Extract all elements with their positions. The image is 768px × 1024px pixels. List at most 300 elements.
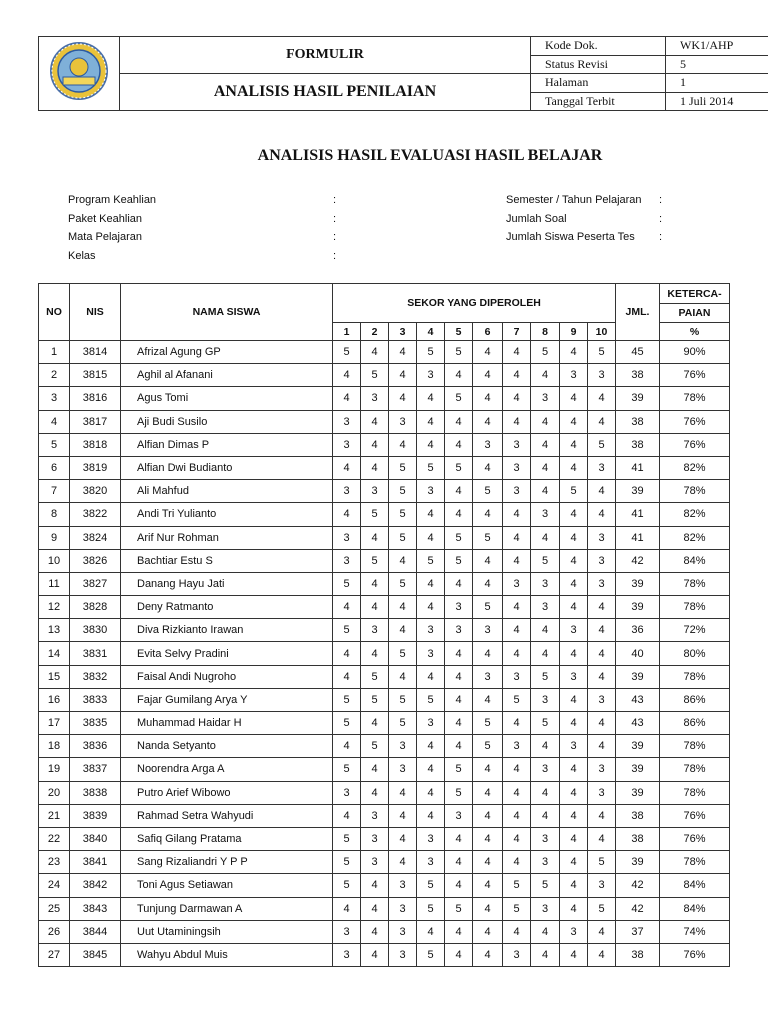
row-score: 4	[473, 920, 503, 943]
row-score: 3	[389, 874, 417, 897]
row-student-name: Wahyu Abdul Muis	[121, 943, 333, 966]
row-score: 4	[389, 665, 417, 688]
table-row	[39, 572, 730, 595]
row-score: 4	[531, 456, 560, 479]
row-score: 4	[445, 433, 473, 456]
table-row	[39, 526, 730, 549]
row-score: 4	[445, 712, 473, 735]
row-score: 4	[389, 596, 417, 619]
row-nis: 3830	[70, 619, 121, 642]
row-score: 4	[417, 596, 445, 619]
row-score: 3	[588, 549, 616, 572]
score-number-header: 2	[361, 323, 389, 341]
row-score: 4	[473, 642, 503, 665]
row-student-name: Arif Nur Rohman	[121, 526, 333, 549]
row-score: 4	[588, 665, 616, 688]
row-score: 4	[361, 433, 389, 456]
row-student-name: Tunjung Darmawan A	[121, 897, 333, 920]
row-no: 14	[39, 642, 70, 665]
row-score: 4	[361, 341, 389, 364]
row-total: 39	[616, 665, 660, 688]
row-score: 4	[560, 712, 588, 735]
row-score: 3	[417, 712, 445, 735]
row-nis: 3815	[70, 364, 121, 387]
row-percent: 78%	[660, 387, 730, 410]
row-score: 5	[389, 712, 417, 735]
row-score: 3	[361, 387, 389, 410]
row-percent: 72%	[660, 619, 730, 642]
row-score: 4	[389, 364, 417, 387]
row-nis: 3835	[70, 712, 121, 735]
row-score: 5	[445, 341, 473, 364]
row-total: 40	[616, 642, 660, 665]
table-row	[39, 804, 730, 827]
row-student-name: Rahmad Setra Wahyudi	[121, 804, 333, 827]
row-score: 4	[503, 712, 531, 735]
row-score: 4	[445, 920, 473, 943]
col-no-header: NO	[39, 284, 70, 341]
row-score: 4	[588, 712, 616, 735]
row-score: 5	[361, 735, 389, 758]
row-score: 4	[445, 943, 473, 966]
row-score: 3	[531, 503, 560, 526]
row-score: 5	[389, 526, 417, 549]
row-no: 25	[39, 897, 70, 920]
row-score: 5	[333, 712, 361, 735]
row-no: 5	[39, 433, 70, 456]
col-mastery-percent: %	[660, 323, 730, 341]
info-label: Paket Keahlian	[68, 212, 142, 225]
row-score: 5	[473, 526, 503, 549]
meta-value: 5	[666, 55, 768, 74]
row-student-name: Diva Rizkianto Irawan	[121, 619, 333, 642]
row-score: 5	[389, 642, 417, 665]
table-row	[39, 827, 730, 850]
table-row	[39, 758, 730, 781]
row-score: 5	[333, 758, 361, 781]
row-score: 5	[588, 851, 616, 874]
row-score: 3	[503, 735, 531, 758]
row-nis: 3826	[70, 549, 121, 572]
school-logo-cell	[39, 37, 120, 111]
info-separator: :	[659, 194, 663, 206]
row-no: 11	[39, 572, 70, 595]
info-right-separators	[659, 191, 662, 247]
row-score: 5	[417, 688, 445, 711]
row-score: 4	[588, 480, 616, 503]
row-score: 5	[531, 665, 560, 688]
row-score: 4	[445, 688, 473, 711]
row-score: 3	[503, 943, 531, 966]
row-nis: 3818	[70, 433, 121, 456]
row-score: 5	[503, 688, 531, 711]
row-score: 4	[361, 874, 389, 897]
row-score: 4	[417, 387, 445, 410]
row-percent: 78%	[660, 480, 730, 503]
row-no: 20	[39, 781, 70, 804]
row-score: 4	[361, 943, 389, 966]
row-nis: 3820	[70, 480, 121, 503]
row-score: 4	[473, 943, 503, 966]
row-score: 4	[333, 364, 361, 387]
row-total: 38	[616, 433, 660, 456]
row-score: 4	[560, 827, 588, 850]
row-nis: 3843	[70, 897, 121, 920]
row-student-name: Ali Mahfud	[121, 480, 333, 503]
row-score: 5	[445, 897, 473, 920]
row-score: 4	[473, 364, 503, 387]
row-score: 3	[445, 804, 473, 827]
col-scores-header: SEKOR YANG DIPEROLEH	[333, 284, 616, 323]
row-score: 3	[503, 572, 531, 595]
row-score: 4	[389, 549, 417, 572]
row-score: 5	[333, 874, 361, 897]
row-no: 3	[39, 387, 70, 410]
row-score: 4	[560, 851, 588, 874]
row-score: 4	[588, 920, 616, 943]
row-score: 3	[588, 526, 616, 549]
row-score: 4	[417, 781, 445, 804]
row-student-name: Aji Budi Susilo	[121, 410, 333, 433]
row-score: 5	[560, 480, 588, 503]
row-nis: 3840	[70, 827, 121, 850]
row-student-name: Alfian Dwi Budianto	[121, 456, 333, 479]
row-score: 3	[503, 456, 531, 479]
score-number-header: 1	[333, 323, 361, 341]
row-score: 4	[445, 642, 473, 665]
row-score: 4	[560, 433, 588, 456]
school-logo-icon	[49, 41, 109, 101]
row-no: 18	[39, 735, 70, 758]
info-label: Jumlah Soal	[506, 212, 567, 225]
row-no: 15	[39, 665, 70, 688]
row-score: 5	[417, 874, 445, 897]
table-row	[39, 688, 730, 711]
row-percent: 84%	[660, 549, 730, 572]
row-score: 4	[473, 688, 503, 711]
row-percent: 78%	[660, 735, 730, 758]
info-label: Jumlah Siswa Peserta Tes	[506, 231, 635, 243]
info-separator: :	[659, 231, 663, 243]
row-score: 4	[333, 387, 361, 410]
meta-value: 1	[666, 74, 768, 93]
row-nis: 3832	[70, 665, 121, 688]
row-score: 3	[389, 897, 417, 920]
row-score: 3	[361, 851, 389, 874]
row-score: 4	[503, 387, 531, 410]
row-student-name: Muhammad Haidar H	[121, 712, 333, 735]
row-score: 4	[473, 572, 503, 595]
row-score: 4	[531, 804, 560, 827]
row-score: 4	[473, 387, 503, 410]
row-no: 19	[39, 758, 70, 781]
table-row	[39, 341, 730, 364]
row-nis: 3837	[70, 758, 121, 781]
row-score: 5	[445, 456, 473, 479]
row-nis: 3817	[70, 410, 121, 433]
score-number-header: 9	[560, 323, 588, 341]
col-name-header: NAMA SISWA	[121, 284, 333, 341]
row-score: 4	[531, 410, 560, 433]
row-nis: 3844	[70, 920, 121, 943]
row-score: 5	[389, 480, 417, 503]
row-score: 4	[473, 341, 503, 364]
row-score: 3	[361, 804, 389, 827]
row-score: 3	[473, 433, 503, 456]
row-score: 5	[473, 480, 503, 503]
row-score: 4	[473, 851, 503, 874]
row-no: 8	[39, 503, 70, 526]
meta-key: Kode Dok.	[531, 37, 666, 56]
row-score: 4	[417, 758, 445, 781]
row-total: 38	[616, 364, 660, 387]
row-score: 4	[531, 480, 560, 503]
row-score: 4	[531, 364, 560, 387]
row-nis: 3845	[70, 943, 121, 966]
col-mastery-header: KETERCA-	[660, 284, 730, 304]
row-score: 3	[361, 827, 389, 850]
row-score: 5	[417, 943, 445, 966]
row-score: 4	[560, 642, 588, 665]
row-score: 5	[417, 341, 445, 364]
row-score: 3	[531, 387, 560, 410]
table-row	[39, 619, 730, 642]
row-score: 4	[389, 804, 417, 827]
row-score: 4	[588, 619, 616, 642]
row-total: 36	[616, 619, 660, 642]
row-score: 4	[588, 943, 616, 966]
info-separator: :	[333, 212, 337, 225]
meta-key: Status Revisi	[531, 55, 666, 74]
row-score: 3	[333, 433, 361, 456]
table-row	[39, 480, 730, 503]
row-score: 3	[531, 897, 560, 920]
row-percent: 86%	[660, 688, 730, 711]
row-score: 4	[361, 572, 389, 595]
row-score: 5	[503, 874, 531, 897]
score-number-header: 8	[531, 323, 560, 341]
row-score: 4	[389, 433, 417, 456]
row-score: 3	[560, 920, 588, 943]
row-student-name: Toni Agus Setiawan	[121, 874, 333, 897]
row-score: 5	[361, 503, 389, 526]
row-score: 3	[417, 642, 445, 665]
row-total: 41	[616, 456, 660, 479]
row-score: 4	[503, 619, 531, 642]
row-score: 3	[417, 364, 445, 387]
table-row	[39, 851, 730, 874]
row-score: 5	[333, 851, 361, 874]
row-score: 4	[503, 549, 531, 572]
row-score: 3	[560, 665, 588, 688]
form-title: ANALISIS HASIL PENILAIAN	[120, 74, 531, 111]
row-score: 5	[473, 735, 503, 758]
row-total: 38	[616, 827, 660, 850]
row-score: 4	[473, 827, 503, 850]
row-student-name: Putro Arief Wibowo	[121, 781, 333, 804]
row-score: 3	[560, 735, 588, 758]
row-nis: 3842	[70, 874, 121, 897]
row-score: 5	[333, 572, 361, 595]
row-no: 9	[39, 526, 70, 549]
row-score: 3	[417, 480, 445, 503]
row-score: 5	[417, 549, 445, 572]
table-row	[39, 712, 730, 735]
row-nis: 3833	[70, 688, 121, 711]
row-score: 4	[503, 758, 531, 781]
row-score: 4	[588, 735, 616, 758]
info-label: Semester / Tahun Pelajaran	[506, 194, 642, 206]
row-total: 38	[616, 943, 660, 966]
row-score: 3	[473, 619, 503, 642]
table-row	[39, 920, 730, 943]
meta-value: WK1/AHP	[666, 37, 768, 56]
row-score: 3	[588, 572, 616, 595]
row-score: 5	[588, 433, 616, 456]
row-score: 3	[445, 619, 473, 642]
row-score: 4	[473, 781, 503, 804]
row-score: 4	[503, 851, 531, 874]
score-number-header: 6	[473, 323, 503, 341]
row-score: 4	[560, 781, 588, 804]
row-score: 5	[445, 758, 473, 781]
row-score: 3	[588, 456, 616, 479]
table-row	[39, 735, 730, 758]
row-score: 4	[445, 827, 473, 850]
row-score: 5	[417, 456, 445, 479]
row-score: 5	[445, 781, 473, 804]
row-score: 3	[333, 526, 361, 549]
row-score: 4	[389, 341, 417, 364]
row-score: 5	[445, 549, 473, 572]
row-score: 4	[588, 387, 616, 410]
row-total: 39	[616, 572, 660, 595]
row-score: 4	[560, 503, 588, 526]
row-score: 3	[531, 758, 560, 781]
row-score: 4	[361, 712, 389, 735]
table-row	[39, 596, 730, 619]
table-row	[39, 364, 730, 387]
row-percent: 78%	[660, 665, 730, 688]
row-score: 4	[333, 503, 361, 526]
row-score: 3	[417, 827, 445, 850]
row-score: 4	[417, 410, 445, 433]
row-score: 4	[361, 642, 389, 665]
row-score: 4	[417, 665, 445, 688]
row-score: 5	[445, 387, 473, 410]
row-no: 24	[39, 874, 70, 897]
col-nis-header: NIS	[70, 284, 121, 341]
row-score: 4	[560, 758, 588, 781]
row-score: 5	[361, 549, 389, 572]
row-score: 3	[333, 943, 361, 966]
row-score: 3	[389, 920, 417, 943]
row-score: 5	[389, 688, 417, 711]
table-row	[39, 387, 730, 410]
row-score: 4	[560, 804, 588, 827]
row-no: 1	[39, 341, 70, 364]
row-score: 4	[473, 503, 503, 526]
row-score: 3	[333, 480, 361, 503]
row-score: 4	[588, 503, 616, 526]
row-no: 6	[39, 456, 70, 479]
row-score: 4	[417, 433, 445, 456]
row-score: 5	[361, 665, 389, 688]
row-score: 4	[560, 897, 588, 920]
row-no: 10	[39, 549, 70, 572]
table-row	[39, 456, 730, 479]
row-percent: 82%	[660, 456, 730, 479]
row-score: 5	[333, 341, 361, 364]
info-label: Mata Pelajaran	[68, 231, 142, 243]
row-score: 4	[361, 410, 389, 433]
row-student-name: Aghil al Afanani	[121, 364, 333, 387]
table-row	[39, 549, 730, 572]
row-student-name: Sang Rizaliandri Y P P	[121, 851, 333, 874]
row-score: 3	[389, 943, 417, 966]
row-score: 4	[389, 619, 417, 642]
row-score: 4	[361, 456, 389, 479]
row-no: 16	[39, 688, 70, 711]
row-score: 4	[560, 410, 588, 433]
row-score: 3	[560, 619, 588, 642]
row-score: 4	[503, 526, 531, 549]
row-no: 7	[39, 480, 70, 503]
row-score: 4	[560, 387, 588, 410]
row-score: 5	[588, 341, 616, 364]
row-nis: 3822	[70, 503, 121, 526]
row-no: 2	[39, 364, 70, 387]
col-total-header: JML.	[616, 284, 660, 341]
row-student-name: Danang Hayu Jati	[121, 572, 333, 595]
row-no: 13	[39, 619, 70, 642]
row-score: 3	[445, 596, 473, 619]
row-total: 38	[616, 804, 660, 827]
row-percent: 78%	[660, 781, 730, 804]
row-score: 4	[560, 526, 588, 549]
row-score: 4	[361, 596, 389, 619]
row-score: 4	[503, 804, 531, 827]
table-row	[39, 665, 730, 688]
row-score: 3	[389, 758, 417, 781]
row-score: 3	[503, 480, 531, 503]
row-score: 4	[417, 920, 445, 943]
row-total: 38	[616, 410, 660, 433]
row-score: 4	[445, 410, 473, 433]
row-score: 3	[531, 827, 560, 850]
row-no: 22	[39, 827, 70, 850]
row-score: 4	[389, 851, 417, 874]
row-total: 45	[616, 341, 660, 364]
document-title: ANALISIS HASIL EVALUASI HASIL BELAJAR	[257, 147, 603, 164]
row-score: 3	[333, 781, 361, 804]
row-score: 4	[473, 804, 503, 827]
row-score: 5	[531, 712, 560, 735]
row-nis: 3824	[70, 526, 121, 549]
row-total: 39	[616, 758, 660, 781]
row-score: 4	[445, 735, 473, 758]
row-score: 4	[417, 804, 445, 827]
row-score: 4	[560, 341, 588, 364]
row-score: 3	[389, 735, 417, 758]
row-score: 4	[333, 665, 361, 688]
row-score: 4	[445, 364, 473, 387]
row-score: 4	[588, 642, 616, 665]
row-nis: 3828	[70, 596, 121, 619]
row-no: 23	[39, 851, 70, 874]
row-score: 4	[361, 920, 389, 943]
row-nis: 3836	[70, 735, 121, 758]
